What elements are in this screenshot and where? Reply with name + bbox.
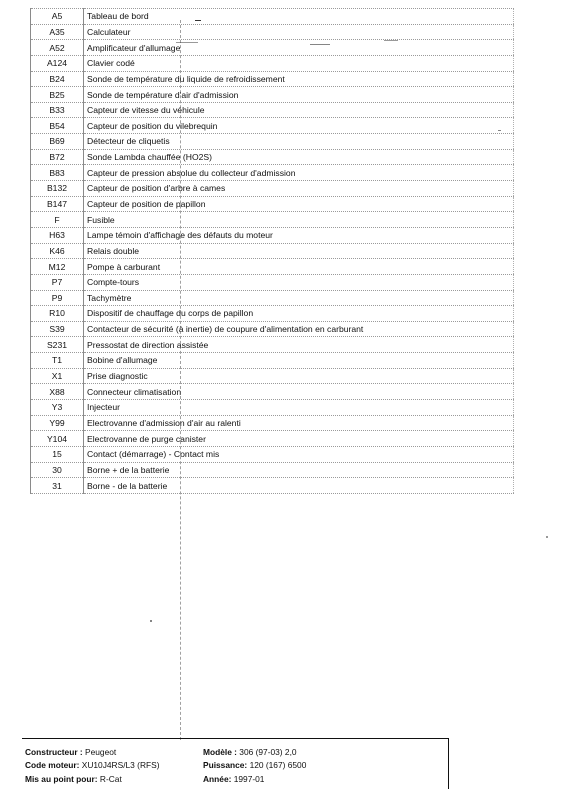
component-code: Y3 [31,400,84,416]
component-description: Capteur de position d'arbre à cames [84,181,514,197]
modele-row [203,746,306,759]
component-code: B72 [31,149,84,165]
scan-speck [546,536,548,538]
component-code: B83 [31,165,84,181]
legend-row [31,384,514,400]
component-description: Dispositif de chauffage du corps de papillon [84,306,514,322]
component-description: Electrovanne d'admission d'air au ralenti [84,415,514,431]
component-code: A124 [31,55,84,71]
legend-row [31,212,514,228]
component-code: A52 [31,40,84,56]
legend-row [31,353,514,369]
puissance-row [203,759,306,772]
component-code: A35 [31,24,84,40]
legend-row [31,462,514,478]
component-description: Sonde Lambda chauffée (HO2S) [84,149,514,165]
component-code: 15 [31,446,84,462]
component-code: P9 [31,290,84,306]
legend-table [30,8,514,494]
code-moteur-label: Code moteur: [25,760,80,771]
component-description: Borne + de la batterie [84,462,514,478]
legend-row [31,149,514,165]
component-code: B132 [31,181,84,197]
component-code: X88 [31,384,84,400]
component-code: R10 [31,306,84,322]
component-description: Fusible [84,212,514,228]
component-code: A5 [31,9,84,25]
component-code: B25 [31,87,84,103]
component-code: K46 [31,243,84,259]
legend-row [31,400,514,416]
legend-row [31,9,514,25]
scan-speck [176,42,198,43]
component-code: X1 [31,368,84,384]
code-moteur-row [25,759,160,772]
legend-row [31,259,514,275]
constructeur-row [25,746,160,759]
component-description: Injecteur [84,400,514,416]
component-code: 31 [31,478,84,494]
vehicle-info-footer [22,738,449,789]
legend-row [31,478,514,494]
component-description: Contact (démarrage) - Contact mis [84,446,514,462]
legend-row [31,274,514,290]
puissance-value: 120 (167) 6500 [249,760,307,771]
component-description: Détecteur de cliquetis [84,134,514,150]
scan-artifact-line [180,20,181,740]
scan-speck [498,130,501,131]
puissance-label: Puissance: [203,760,248,771]
legend-row [31,55,514,71]
legend-row [31,118,514,134]
constructeur-value: Peugeot [85,747,117,757]
component-description: Amplificateur d'allumage [84,40,514,56]
legend-row [31,431,514,447]
scan-speck [310,44,330,45]
modele-label: Modèle : [203,747,237,757]
legend-row [31,227,514,243]
legend-row [31,415,514,431]
component-description: Electrovanne de purge canister [84,431,514,447]
mis-au-point-row [25,773,160,786]
component-code: B54 [31,118,84,134]
component-description: Clavier codé [84,55,514,71]
legend-row [31,165,514,181]
legend-row [31,321,514,337]
component-description: Capteur de position du vilebrequin [84,118,514,134]
legend-row [31,102,514,118]
legend-row [31,40,514,56]
footer-right-column [203,746,306,786]
component-code: 30 [31,462,84,478]
legend-row [31,87,514,103]
mis-au-point-value: R-Cat [99,773,122,784]
component-description: Sonde de température du liquide de refroidissement [84,71,514,87]
modele-value: 306 (97-03) 2,0 [239,747,297,757]
legend-row [31,306,514,322]
component-code: B24 [31,71,84,87]
component-code: B69 [31,134,84,150]
component-description: Capteur de pression absolue du collecteur d'admission [84,165,514,181]
legend-row [31,181,514,197]
component-description: Calculateur [84,24,514,40]
component-code: S39 [31,321,84,337]
legend-row [31,134,514,150]
scan-speck [150,620,152,622]
annee-label: Année: [203,773,232,784]
component-code: M12 [31,259,84,275]
component-code: B33 [31,102,84,118]
component-code: H63 [31,227,84,243]
legend-row [31,196,514,212]
component-description: Pressostat de direction assistée [84,337,514,353]
legend-row [31,446,514,462]
component-code: Y99 [31,415,84,431]
component-code: B147 [31,196,84,212]
code-moteur-value: XU10J4RS/L3 (RFS) [81,760,160,771]
component-description: Lampe témoin d'affichage des défauts du moteur [84,227,514,243]
legend-row [31,368,514,384]
component-description: Prise diagnostic [84,368,514,384]
component-description: Contacteur de sécurité (à inertie) de coupure d'alimentation en carburant [84,321,514,337]
component-description: Pompe à carburant [84,259,514,275]
mis-au-point-label: Mis au point pour: [25,773,98,784]
legend-row [31,24,514,40]
component-description: Relais double [84,243,514,259]
annee-value: 1997-01 [233,773,265,784]
legend-body [31,9,514,494]
component-description: Connecteur climatisation [84,384,514,400]
legend-row [31,71,514,87]
constructeur-label: Constructeur : [25,747,83,757]
legend-row [31,337,514,353]
legend-row [31,243,514,259]
component-code: S231 [31,337,84,353]
component-description: Capteur de vitesse du véhicule [84,102,514,118]
component-description: Capteur de position de papillon [84,196,514,212]
component-code: Y104 [31,431,84,447]
footer-left-column [25,746,160,786]
annee-row [203,773,306,786]
component-code: P7 [31,274,84,290]
component-description: Compte-tours [84,274,514,290]
component-description: Tachymètre [84,290,514,306]
component-code: T1 [31,353,84,369]
component-description: Sonde de température d'air d'admission [84,87,514,103]
scan-speck [384,40,398,41]
legend-row [31,290,514,306]
scan-speck [195,20,201,21]
component-description: Tableau de bord [84,9,514,25]
component-code: F [31,212,84,228]
component-description: Bobine d'allumage [84,353,514,369]
component-description: Borne - de la batterie [84,478,514,494]
